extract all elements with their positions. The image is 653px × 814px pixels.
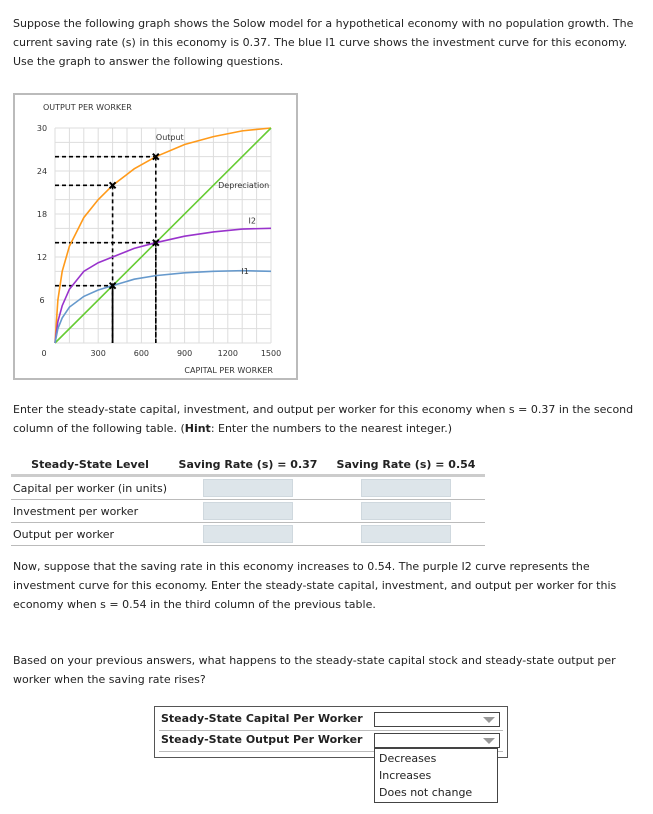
- table-row: [11, 500, 485, 523]
- header-s037: Saving Rate (s) = 0.37: [169, 455, 327, 476]
- investment-037-input[interactable]: [203, 502, 293, 520]
- y-tick-label: 18: [36, 210, 48, 219]
- capital-label: Steady-State Capital Per Worker: [161, 712, 363, 725]
- output-curve-label: Output: [155, 133, 184, 143]
- x-tick-label: 1500: [260, 349, 282, 358]
- instruction-text: [13, 400, 643, 438]
- i1-curve-label: I1: [241, 267, 249, 277]
- header-s054: Saving Rate (s) = 0.54: [327, 455, 485, 476]
- table-row: [11, 476, 485, 500]
- series-i1: [55, 271, 271, 343]
- y-tick-label: 24: [36, 167, 48, 176]
- solow-chart: [13, 93, 298, 380]
- chart-svg: [15, 95, 296, 378]
- i2-curve-label: I2: [248, 216, 257, 226]
- x-tick-label: 600: [133, 349, 150, 358]
- steady-state-table: [11, 455, 485, 546]
- dropdown-menu: [374, 748, 498, 803]
- intro-text: Suppose the following graph shows the Solow model for a hypothetical economy with no population growth. The current saving rate (s) in this economy is 0.37. The blue I1 curve shows the investment curve for this economy. Use the graph to answer the following questions.: [13, 17, 634, 68]
- instruction-b: : Enter the numbers to the nearest integer.): [210, 422, 453, 435]
- row-label: Output per worker: [11, 523, 169, 546]
- option-increases[interactable]: Increases: [379, 769, 432, 782]
- row-label: Capital per worker (in units): [11, 476, 169, 500]
- option-does-not-change[interactable]: Does not change: [379, 786, 473, 799]
- table-row: [11, 523, 485, 546]
- x-axis-label: CAPITAL PER WORKER: [184, 366, 273, 375]
- y-axis-label: OUTPUT PER WORKER: [43, 103, 132, 112]
- chevron-down-icon: [483, 717, 495, 723]
- y-tick-label: 30: [36, 124, 48, 133]
- origin-tick-label: 0: [41, 349, 47, 358]
- chevron-down-icon: [483, 738, 495, 744]
- series-depreciation: [55, 128, 271, 343]
- header-level: Steady-State Level: [11, 455, 169, 476]
- output-037-input[interactable]: [203, 525, 293, 543]
- x-tick-label: 300: [90, 349, 106, 358]
- investment-054-input[interactable]: [361, 502, 451, 520]
- depreciation-curve-label: Depreciation: [218, 181, 270, 191]
- capital-037-input[interactable]: [203, 479, 293, 497]
- output-label: Steady-State Output Per Worker: [161, 733, 363, 746]
- y-tick-label: 6: [39, 296, 45, 305]
- instruction-a: Enter the steady-state capital, investment, and output per worker for this economy when s = 0.37 in the second column of the following table. (: [13, 403, 634, 435]
- y-tick-label: 12: [36, 253, 48, 262]
- option-decreases[interactable]: Decreases: [379, 752, 437, 765]
- x-tick-label: 1200: [217, 349, 238, 358]
- output-dropdown[interactable]: [374, 733, 500, 748]
- row-label: Investment per worker: [11, 500, 169, 523]
- output-054-input[interactable]: [361, 525, 451, 543]
- para2-text: Now, suppose that the saving rate in this economy increases to 0.54. The purple I2 curve represents the investment curve for this economy. Enter the steady-state capital, investment, and output per worker for this economy when s = 0.54 in the third column of the previous table.: [13, 560, 617, 611]
- hint-label: Hint: [184, 422, 211, 435]
- para3-text: Based on your previous answers, what happens to the steady-state capital stock and steady-state output per worker when the saving rate rises?: [13, 654, 616, 686]
- x-tick-label: 900: [176, 349, 193, 358]
- capital-dropdown[interactable]: [374, 712, 500, 727]
- capital-054-input[interactable]: [361, 479, 451, 497]
